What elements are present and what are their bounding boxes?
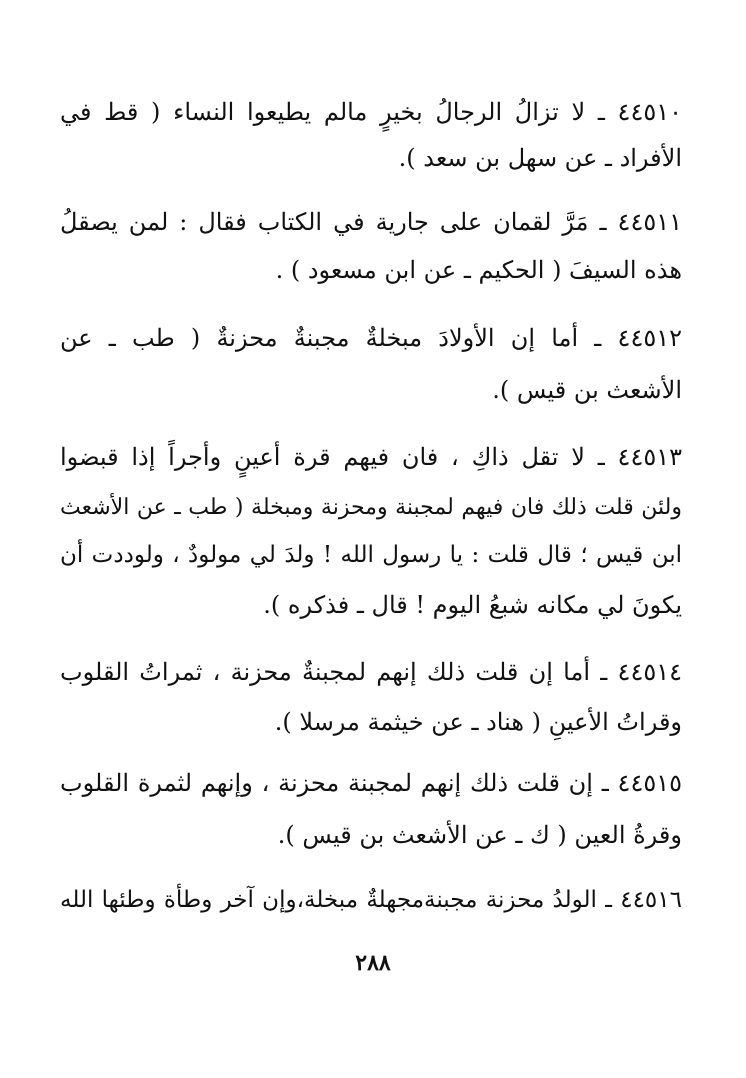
hadith-44514-line-1: ٤٤٥١٤ ـ أما إن قلت ذلك إنهم لمجبنةٌ محزنة ، ثمراتُ القلوب	[60, 658, 682, 686]
hadith-44513-line-1: ٤٤٥١٣ ـ لا تقل ذاكِ ، فان فيهم قرة أعينٍ وأجراً إذا قبضوا	[60, 443, 682, 471]
hadith-44512-line-1: ٤٤٥١٢ ـ أما إن الأولادَ مبخلةٌ مجبنةٌ محزنةٌ ( طب ـ عن	[60, 324, 682, 352]
hadith-44515-line-1: ٤٤٥١٥ ـ إن قلت ذلك إنهم لمجبنة محزنة ، وإنهم لثمرة القلوب	[60, 769, 682, 797]
page-number: ٢٨٨	[355, 950, 391, 976]
hadith-44516-line-1: ٤٤٥١٦ ـ الولدُ محزنة مجبنةمجهلةٌ مبخلة،وإن آخر وطأة وطئها الله	[60, 887, 682, 913]
hadith-44510-line-2: الأفراد ـ عن سهل بن سعد ).	[398, 144, 682, 172]
hadith-44514-line-2: وقراتُ الأعينِ ( هناد ـ عن خيثمة مرسلا ).	[274, 708, 682, 736]
hadith-44513-line-2: ولئن قلت ذلك فان فيهم لمجبنة ومحزنة ومبخلة ( طب ـ عن الأشعث	[60, 495, 682, 520]
hadith-44511-line-1: ٤٤٥١١ ـ مَرَّ لقمان على جارية في الكتاب فقال : لمن يصقلُ	[60, 208, 682, 236]
hadith-44510-line-1: ٤٤٥١٠ ـ لا تزالُ الرجالُ بخيرٍ مالم يطيعوا النساء ( قط في	[60, 98, 682, 126]
hadith-44513-line-4: يكونَ لي مكانه شبعُ اليوم ! قال ـ فذكره ).	[263, 591, 682, 619]
hadith-44512-line-2: الأشعث بن قيس ).	[492, 376, 682, 404]
hadith-44511-line-2: هذه السيفَ ( الحكيم ـ عن ابن مسعود ) .	[275, 256, 682, 284]
hadith-44513-line-3: ابن قيس ؛ قال قلت : يا رسول الله ! ولدَ لي مولودٌ ، ولوددت أن	[60, 542, 682, 568]
hadith-44515-line-2: وقرةُ العين ( ك ـ عن الأشعث بن قيس ).	[277, 821, 682, 849]
